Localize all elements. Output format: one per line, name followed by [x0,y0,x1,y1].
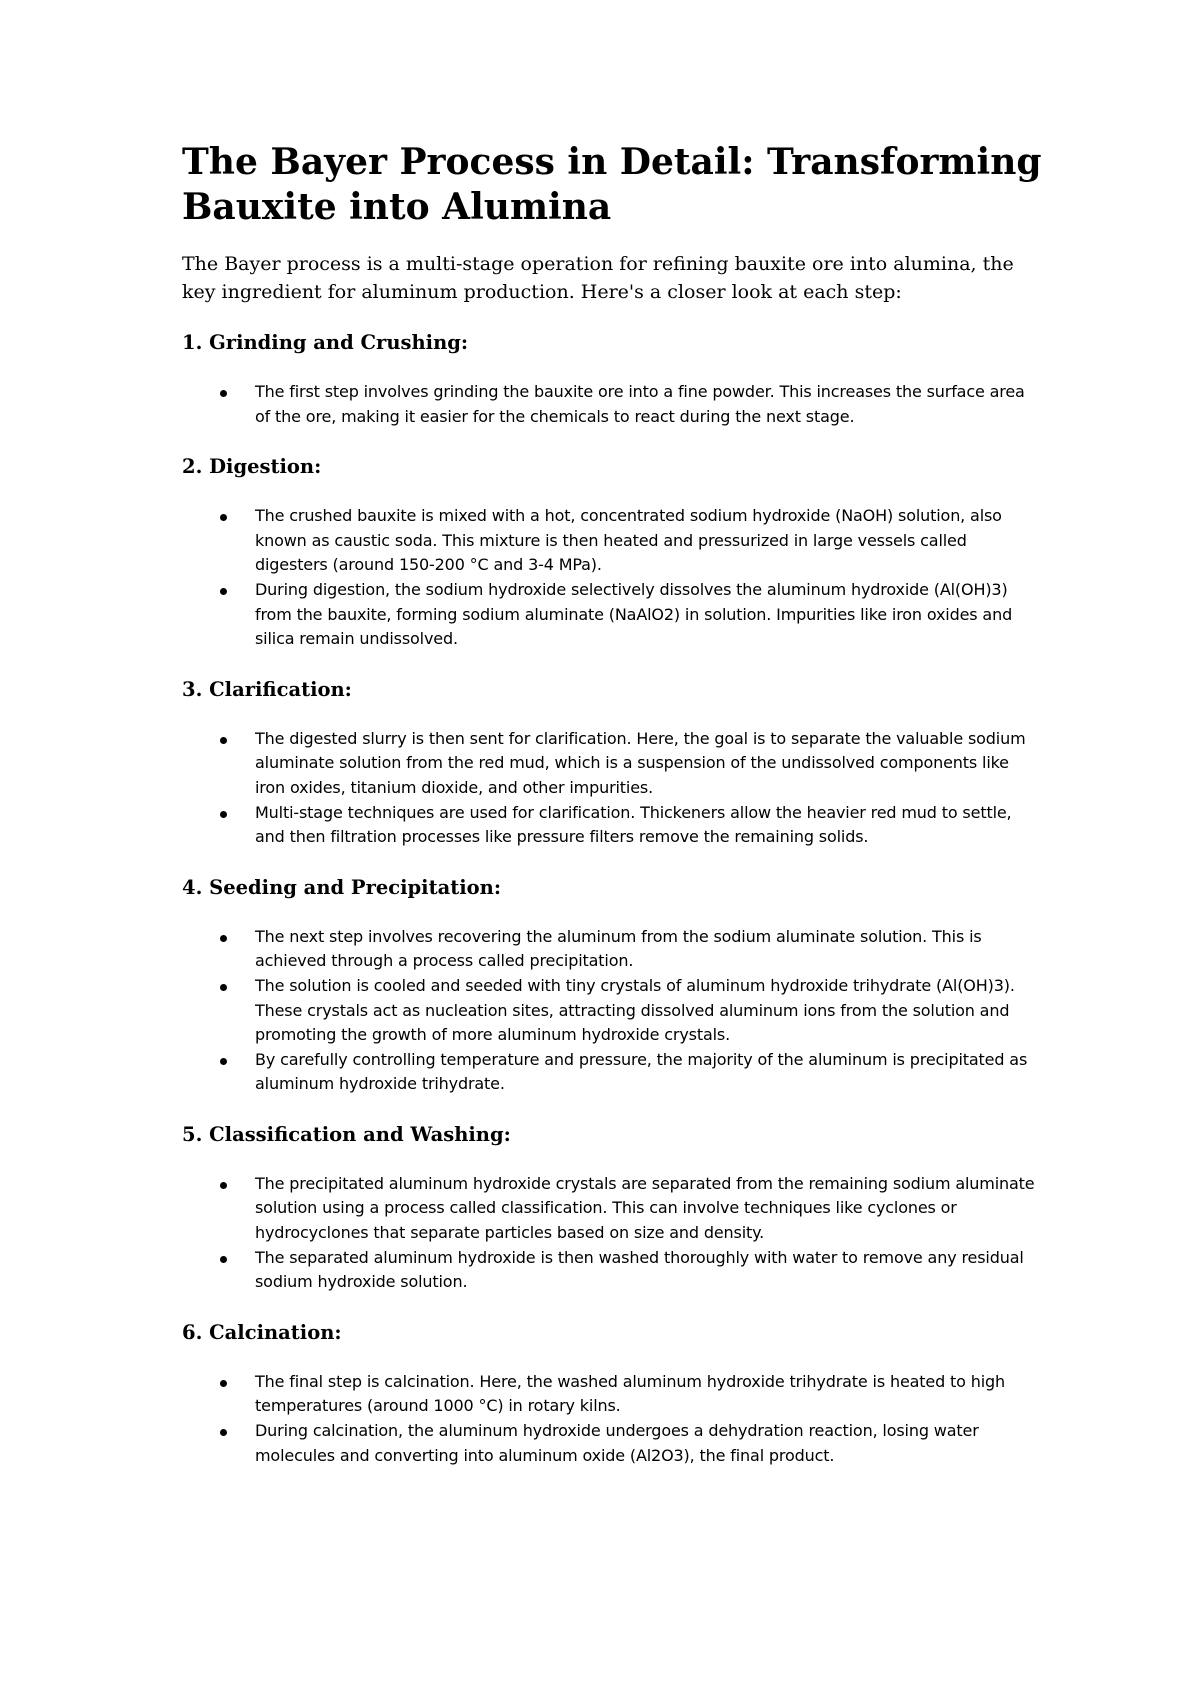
list-item [182,925,1042,974]
list-item-text: By carefully controlling temperature and pressure, the majority of the aluminum is precipitated as aluminum hydroxide trihydrate. [255,1049,1028,1094]
bullet-icon [220,1058,227,1065]
section-heading-calcination: 6. Calcination: [182,1320,342,1344]
bullet-icon [220,1256,227,1263]
bullet-icon [220,514,227,521]
bullet-icon [220,390,227,397]
document-page [182,140,1042,1468]
bullet-icon [220,811,227,818]
list-item [182,380,1042,429]
bullet-list-digestion [182,504,1042,652]
list-item-text: During calcination, the aluminum hydroxide undergoes a dehydration reaction, losing water molecules and converting into aluminum oxide (Al2O3), the final product. [255,1421,979,1465]
intro-paragraph: The Bayer process is a multi-stage operation for refining bauxite ore into alumina, the key ingredient for aluminum production. Here's a closer look at each step: [182,253,1014,303]
list-item [182,1419,1042,1468]
list-item-text: The crushed bauxite is mixed with a hot, concentrated sodium hydroxide (NaOH) solution, also known as caustic soda. This mixture is then heated and pressurized in large vessels called digesters (around 150-200 °C and 3-4 MPa). [255,506,1002,575]
section-heading-classification: 5. Classification and Washing: [182,1122,511,1146]
list-item-text: Multi-stage techniques are used for clarification. Thickeners allow the heavier red mud to settle, and then filtration processes like pressure filters remove the remaining solids. [255,802,1012,847]
list-item-text: The separated aluminum hydroxide is then washed thoroughly with water to remove any residual sodium hydroxide solution. [255,1247,1024,1292]
bullet-icon [220,1182,227,1189]
list-item-text: The first step involves grinding the bauxite ore into a fine powder. This increases the surface area of the ore, making it easier for the chemicals to react during the next stage. [255,382,1025,426]
bullet-icon [220,984,227,991]
list-item [182,727,1042,801]
list-item [182,1246,1042,1295]
bullet-icon [220,1380,227,1387]
list-item [182,1370,1042,1419]
list-item [182,578,1042,652]
bullet-list-clarification [182,727,1042,850]
list-item-text: The final step is calcination. Here, the washed aluminum hydroxide trihydrate is heated to high temperatures (around 1000 °C) in rotary kilns. [255,1371,1006,1416]
bullet-icon [220,588,227,595]
section-heading-grinding: 1. Grinding and Crushing: [182,331,469,354]
bullet-list-classification [182,1172,1042,1295]
list-item [182,1048,1042,1097]
list-item [182,974,1042,1048]
list-item [182,1172,1042,1246]
section-heading-clarification: 3. Clarification: [182,677,352,701]
bullet-icon [220,737,227,744]
list-item-text: The next step involves recovering the aluminum from the sodium aluminate solution. This is achieved through a process called precipitation. [255,926,982,971]
list-item [182,504,1042,578]
list-item-text: During digestion, the sodium hydroxide selectively dissolves the aluminum hydroxide (Al(OH)3) from the bauxite, forming sodium aluminate (NaAlO2) in solution. Impurities like iron oxides and silica remain undissolved. [255,579,1013,649]
list-item-text: The solution is cooled and seeded with tiny crystals of aluminum hydroxide trihydrate (Al(OH)3). These crystals act as nucleation sites, attracting dissolved aluminum ions from the solution and promoting the growth of more aluminum hydroxide crystals. [255,975,1015,1045]
document-title: The Bayer Process in Detail: Transforming Bauxite into Alumina [182,141,1042,228]
bullet-icon [220,935,227,942]
list-item [182,801,1042,850]
bullet-icon [220,1429,227,1436]
bullet-list-grinding [182,380,1042,429]
list-item-text: The precipitated aluminum hydroxide crystals are separated from the remaining sodium aluminate solution using a process called classification. This can involve techniques like cyclones or hydrocyclones that separate particles based on size and density. [255,1173,1035,1243]
list-item-text: The digested slurry is then sent for clarification. Here, the goal is to separate the valuable sodium aluminate solution from the red mud, which is a suspension of the undissolved components like iron oxides, titanium dioxide, and other impurities. [255,728,1026,797]
section-heading-precipitation: 4. Seeding and Precipitation: [182,875,502,899]
bullet-list-precipitation [182,925,1042,1097]
section-heading-digestion: 2. Digestion: [182,455,322,479]
bullet-list-calcination [182,1370,1042,1468]
